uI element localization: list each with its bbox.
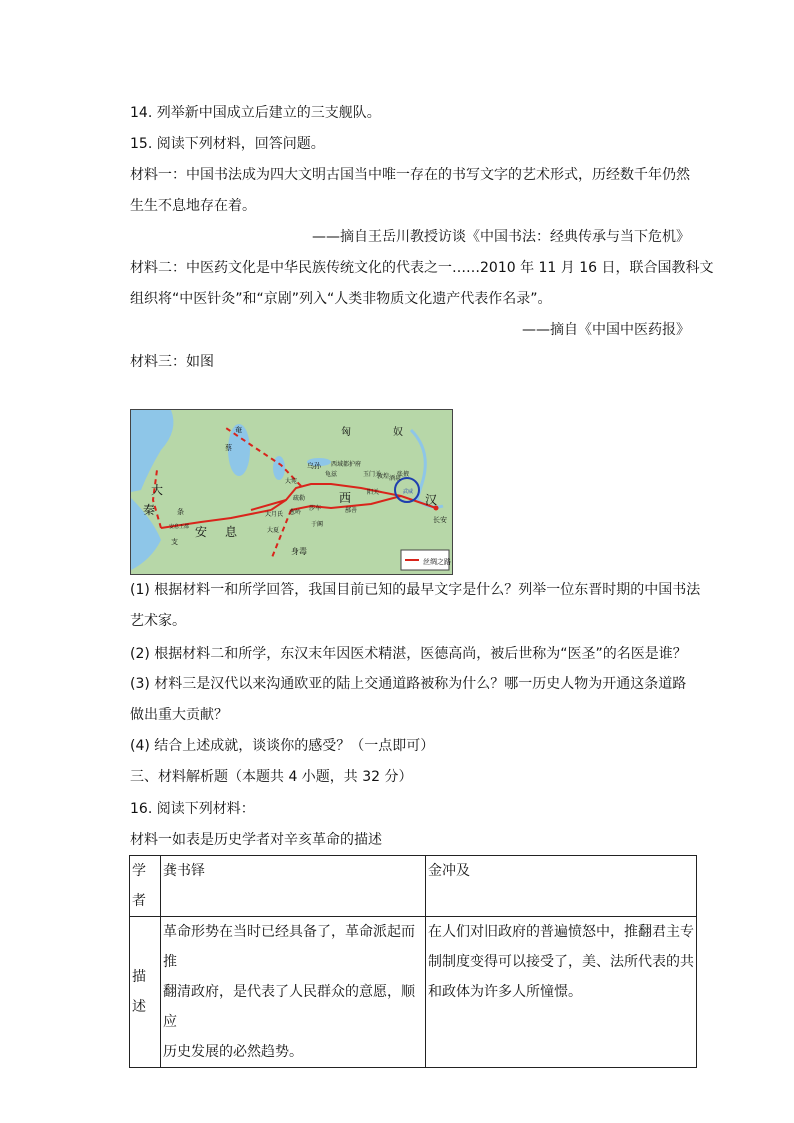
- map-label: 支: [171, 538, 178, 546]
- material-3-label: 材料三：如图: [130, 354, 214, 370]
- table-row: [130, 917, 697, 1068]
- map-label: 于阗: [311, 521, 324, 528]
- map-label: 息: [225, 525, 238, 539]
- map-label: 玉门关: [363, 471, 382, 478]
- map-label: 酒泉: [389, 475, 402, 482]
- map-label: 秦: [143, 503, 156, 517]
- map-label: 奄: [235, 426, 242, 434]
- map-label: 乌孙: [307, 462, 321, 470]
- map-label: 奴: [393, 427, 403, 438]
- table-cell-line: 制制度变得可以接受了，美、法所代表的共: [428, 954, 694, 970]
- table-cell-line: 翻清政府，是代表了人民群众的意愿，顺应: [163, 984, 415, 1030]
- map-label: 安: [195, 525, 208, 539]
- table-header-cell: 学者: [130, 856, 161, 917]
- table-row-label: 描述: [130, 917, 161, 1068]
- sub-question-1-line-2: 艺术家。: [130, 613, 186, 629]
- table-cell-line: 和政体为许多人所憧憬。: [428, 984, 582, 1000]
- table-cell-line: 历史发展的必然趋势。: [163, 1044, 303, 1060]
- map-label: 安息王都: [169, 524, 190, 530]
- question-16: 16. 阅读下列材料：: [130, 801, 255, 817]
- silk-road-map: [130, 409, 453, 575]
- map-label: 蔡: [225, 444, 232, 452]
- map-label: 长安: [433, 516, 447, 524]
- section-3-heading: 三、材料解析题（本题共 4 小题，共 32 分）: [130, 769, 413, 785]
- historians-table: [129, 855, 697, 1068]
- table-header-row: [130, 856, 697, 917]
- map-label: 大月氏: [265, 511, 284, 518]
- question-14: 14. 列举新中国成立后建立的三支舰队。: [130, 105, 381, 121]
- material-16-intro: 材料一如表是历史学者对辛亥革命的描述: [130, 832, 382, 848]
- silk-road-map-svg: [131, 410, 452, 574]
- table-cell-line: 革命形势在当时已经具备了，革命派起而推: [163, 924, 415, 970]
- map-label: 龟兹: [325, 471, 338, 478]
- map-label: 张掖: [397, 471, 410, 478]
- map-label: 身毒: [291, 547, 307, 556]
- material-1-line-2: 生生不息地存在着。: [130, 198, 256, 214]
- map-label: 汉: [425, 493, 438, 507]
- material-2-line-2: 组织将“中医针灸”和“京剧”列入“人类非物质文化遗产代表作名录”。: [130, 291, 552, 307]
- table-cell-line: 在人们对旧政府的普遍愤怒中，推翻君主专: [428, 924, 694, 940]
- map-label: 莎车: [309, 505, 322, 512]
- sub-question-4: (4) 结合上述成就，谈谈你的感受？（一点即可）: [130, 738, 435, 754]
- material-2-line-1: 材料二：中医药文化是中华民族传统文化的代表之一……2010 年 11 月 16 日，联合国教科文: [130, 260, 714, 276]
- map-label: 匈: [341, 427, 351, 438]
- material-1-line-1: 材料一：中国书法成为四大文明古国当中唯一存在的书写文字的艺术形式，历经数千年仍然: [130, 167, 690, 183]
- sub-question-3-line-2: 做出重大贡献？: [130, 707, 228, 723]
- map-label: 葱岭: [289, 509, 302, 516]
- sub-question-2: (2) 根据材料二和所学，东汉末年因医术精湛，医德高尚，被后世称为“医圣”的名医是谁？: [130, 646, 687, 662]
- table-cell: [161, 917, 426, 1068]
- map-label: 西域都护府: [331, 461, 362, 468]
- map-label: 敦煌: [377, 473, 390, 480]
- table-header-cell: 金冲及: [426, 856, 697, 917]
- map-label: 阳关: [367, 489, 380, 496]
- map-label: 鄯善: [345, 507, 358, 514]
- map-legend: 丝绸之路: [423, 558, 451, 566]
- sub-question-1-line-1: (1) 根据材料一和所学回答，我国目前已知的最早文字是什么？列举一位东晋时期的中国书法: [130, 582, 701, 598]
- sub-question-3-line-1: (3) 材料三是汉代以来沟通欧亚的陆上交通道路被称为什么？哪一历史人物为开通这条道路: [130, 676, 687, 692]
- table-header-cell: 龚书铎: [161, 856, 426, 917]
- map-label: 大宛: [285, 478, 298, 485]
- map-label: 疏勒: [293, 495, 306, 502]
- map-label: 西: [339, 491, 352, 505]
- map-label: 大夏: [267, 527, 280, 534]
- map-label: 条: [177, 508, 184, 516]
- map-label: 大: [151, 483, 164, 497]
- map-label: 武威: [403, 489, 414, 495]
- question-15: 15. 阅读下列材料，回答问题。: [130, 136, 325, 152]
- material-2-source: ——摘自《中国中医药报》: [522, 322, 690, 338]
- table-cell: [426, 917, 697, 1068]
- material-1-source: ——摘自王岳川教授访谈《中国书法：经典传承与当下危机》: [312, 229, 690, 245]
